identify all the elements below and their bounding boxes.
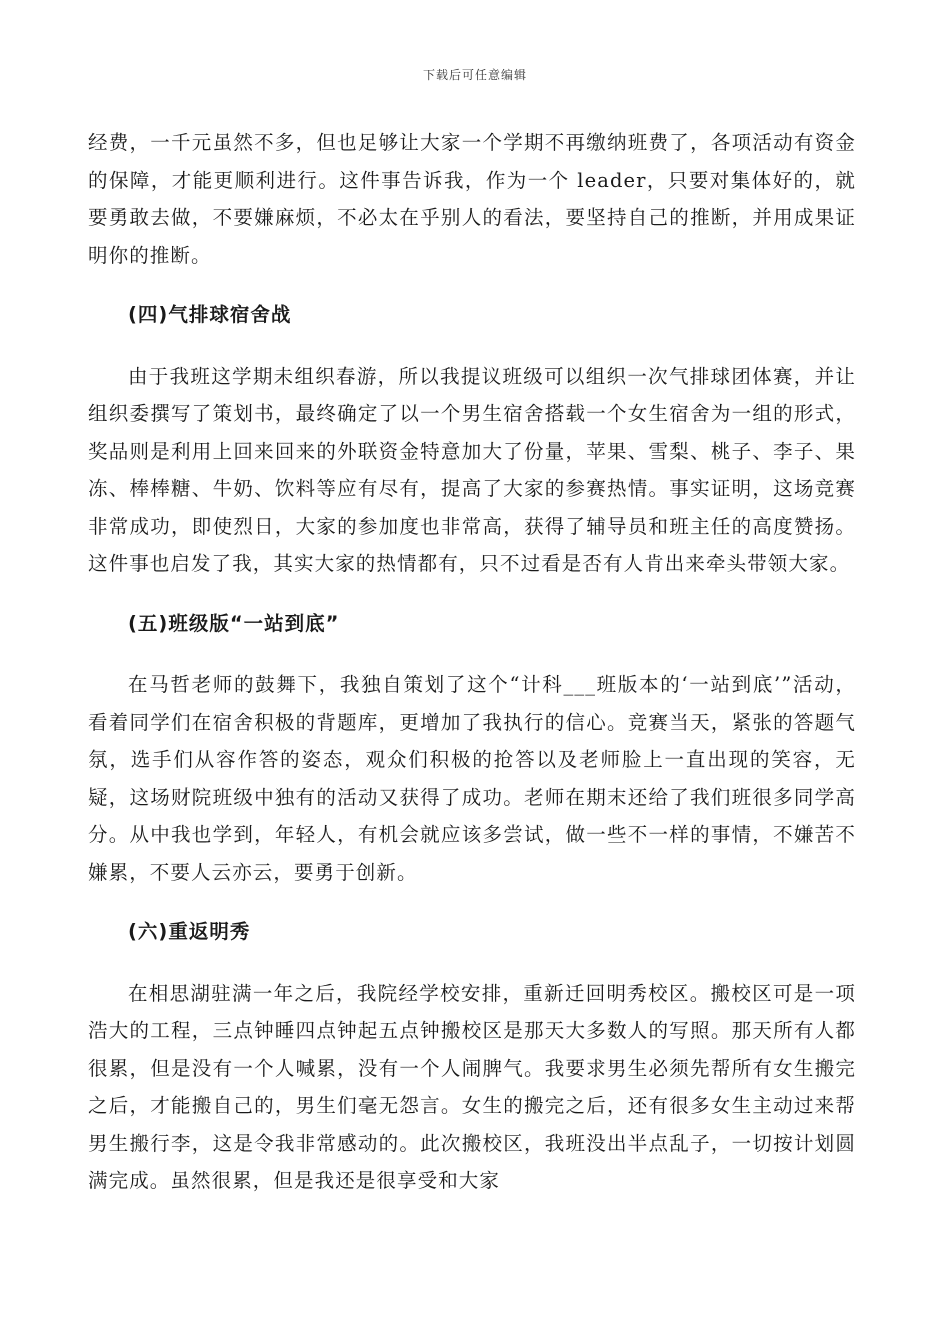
paragraph-funding: 经费，一千元虽然不多，但也足够让大家一个学期不再缴纳班费了，各项活动有资金的保障，才能更顺利进行。这件事告诉我，作为一个 leader，只要对集体好的，就要勇敢去做，不要嫌麻烦，不必太在乎别人的看法，要坚持自己的推断，并用成果证明你的推断。 (88, 131, 856, 267)
page-header: 下载后可任意编辑 (422, 68, 527, 82)
section-heading-campus-move: (六)重返明秀 (128, 920, 251, 943)
document-body (88, 124, 856, 1200)
paragraph-campus-move: 在相思湖驻满一年之后，我院经学校安排，重新迁回明秀校区。搬校区可是一项浩大的工程，三点钟睡四点钟起五点钟搬校区是那天大多数人的写照。那天所有人都很累，但是没有一个人喊累，没有一个人闹脾气。我要求男生必须先帮所有女生搬完之后，才能搬自己的，男生们毫无怨言。女生的搬完之后，还有很多女生主动过来帮男生搬行李，这是令我非常感动的。此次搬校区，我班没出半点乱子，一切按计划圆满完成。虽然很累，但是我还是很享受和大家 (88, 981, 856, 1192)
paragraph-quiz: 在马哲老师的鼓舞下，我独自策划了这个“计科___班版本的‘一站到底’”活动，看着同学们在宿舍积极的背题库，更增加了我执行的信心。竞赛当天，紧张的答题气氛，选手们从容作答的姿态，观众们积极的抢答以及老师脸上一直出现的笑容，无疑，这场财院班级中独有的活动又获得了成功。老师在期末还给了我们班很多同学高分。从中我也学到，年轻人，有机会就应该多尝试，做一些不一样的事情，不嫌苦不嫌累，不要人云亦云，要勇于创新。 (88, 673, 856, 884)
paragraph-volleyball: 由于我班这学期未组织春游，所以我提议班级可以组织一次气排球团体赛，并让组织委撰写了策划书，最终确定了以一个男生宿舍搭载一个女生宿舍为一组的形式，奖品则是利用上回来回来的外联资金特意加大了份量，苹果、雪梨、桃子、李子、果冻、棒棒糖、牛奶、饮料等应有尽有，提高了大家的参赛热情。事实证明，这场竞赛非常成功，即使烈日，大家的参加度也非常高，获得了辅导员和班主任的高度赞扬。这件事也启发了我，其实大家的热情都有，只不过看是否有人肯出来牵头带领大家。 (88, 364, 856, 575)
section-heading-quiz: (五)班级版“一站到底” (128, 611, 340, 635)
section-heading-volleyball: (四)气排球宿舍战 (128, 303, 292, 326)
